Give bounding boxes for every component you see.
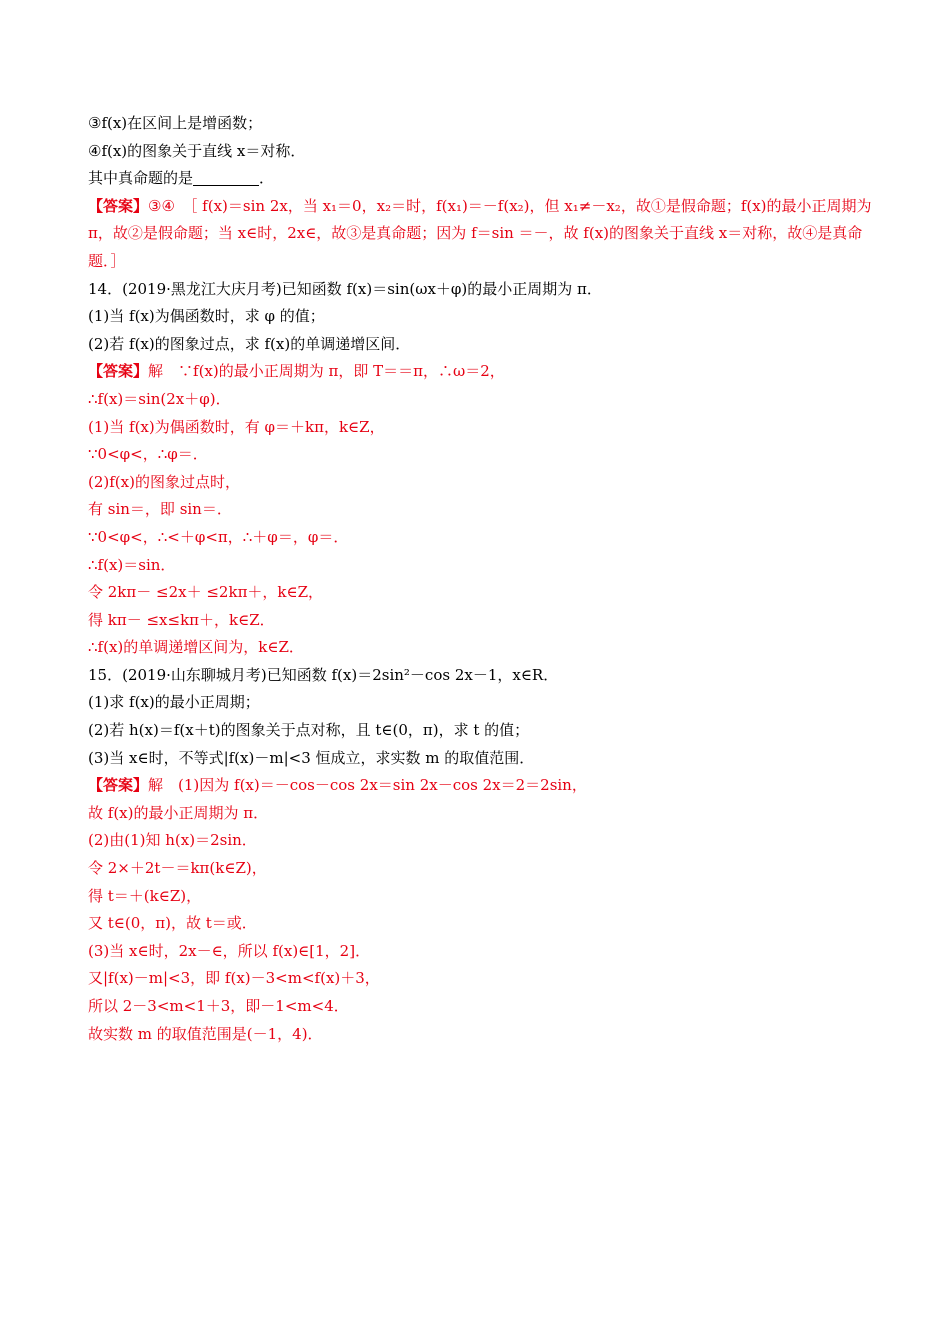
line-text: 故实数 m 的取值范围是(－1，4)．	[88, 1024, 323, 1043]
answer-tag: 【答案】	[88, 362, 149, 381]
document-page	[88, 110, 878, 1048]
text-line	[88, 331, 878, 359]
line-text: ④f(x)的图象关于直线 x＝对称．	[88, 141, 306, 160]
line-suffix: ．	[259, 169, 275, 188]
line-text: ∴f(x)＝sin(2x＋φ)．	[88, 389, 231, 408]
text-line	[88, 414, 878, 442]
text-line	[88, 745, 878, 773]
text-line	[88, 800, 878, 828]
text-line	[88, 1021, 878, 1049]
text-line	[88, 496, 878, 524]
line-text: ③f(x)在区间上是增函数；	[88, 114, 263, 132]
text-line	[88, 993, 878, 1021]
line-text: (3)当 x∈时，2x－∈，所以 f(x)∈[1，2]．	[88, 941, 371, 960]
line-text: (2)由(1)知 h(x)＝2sin．	[88, 831, 257, 850]
answer-tag: 【答案】	[88, 196, 149, 215]
text-line	[88, 579, 878, 607]
line-text: (3)当 x∈时，不等式|f(x)－m|<3 恒成立，求实数 m 的取值范围．	[88, 748, 535, 767]
line-text: ∴f(x)的单调递增区间为，k∈Z．	[88, 638, 304, 657]
answer-tag: 【答案】	[88, 776, 149, 795]
line-text: ∴f(x)＝sin．	[88, 555, 176, 574]
text-line	[88, 524, 878, 552]
line-text: (1)求 f(x)的最小正周期；	[88, 693, 260, 712]
text-line	[88, 772, 878, 800]
line-text: 解 ∵f(x)的最小正周期为 π，即 T＝＝π，∴ω＝2，	[148, 362, 505, 381]
line-text: 14．(2019·黑龙江大庆月考)已知函数 f(x)＝sin(ωx＋φ)的最小正周期为 π．	[88, 279, 602, 298]
line-text: 有 sin＝，即 sin＝．	[88, 500, 232, 519]
line-text: ∵0<φ<，∴φ＝．	[88, 445, 208, 464]
text-line	[88, 110, 878, 138]
line-text: (2)若 h(x)＝f(x＋t)的图象关于点对称，且 t∈(0，π)，求 t 的值；	[88, 721, 530, 740]
text-line	[88, 717, 878, 745]
line-text: 得 kπ－ ≤x≤kπ＋，k∈Z．	[88, 610, 275, 629]
text-line	[88, 441, 878, 469]
line-text: ③④ ［ f(x)＝sin 2x，当 x₁＝0，x₂＝时，f(x₁)＝－f(x₂)，但 x₁≠－x₂，故①是假命题；f(x)的最小正周期为 π，故②是假命题；当 x∈时，2x∈，故③是真命题；因为 f＝sin ＝－，故 f(x)的图象关于直线 x＝对称，故④是真命题．］	[88, 196, 872, 270]
line-text: ∵0<φ<，∴<＋φ<π，∴＋φ＝，φ＝．	[88, 527, 349, 546]
text-line	[88, 662, 878, 690]
text-line	[88, 303, 878, 331]
line-text: 又|f(x)－m|<3，即 f(x)－3<m<f(x)＋3，	[88, 969, 380, 988]
line-text: 其中真命题的是	[88, 169, 194, 188]
text-line	[88, 689, 878, 717]
text-line	[88, 276, 878, 304]
text-line	[88, 883, 878, 911]
text-line	[88, 386, 878, 414]
line-text: 解 (1)因为 f(x)＝－cos－cos 2x＝sin 2x－cos 2x＝2＝2sin，	[148, 776, 587, 795]
line-text: 令 2kπ－ ≤2x＋ ≤2kπ＋，k∈Z，	[88, 583, 324, 602]
text-line	[88, 193, 878, 276]
answer-blank	[193, 169, 259, 186]
line-text: (1)当 f(x)为偶函数时，求 φ 的值；	[88, 307, 325, 326]
text-line	[88, 855, 878, 883]
text-line	[88, 552, 878, 580]
line-text: 故 f(x)的最小正周期为 π．	[88, 803, 269, 822]
text-line	[88, 469, 878, 497]
line-text: (1)当 f(x)为偶函数时，有 φ＝＋kπ，k∈Z，	[88, 417, 385, 436]
text-line	[88, 910, 878, 938]
line-text: (2)f(x)的图象过点时，	[88, 472, 240, 491]
text-line	[88, 607, 878, 635]
line-text: 令 2×＋2t－＝kπ(k∈Z)，	[88, 859, 267, 878]
line-text: 所以 2－3<m<1＋3，即－1<m<4．	[88, 997, 349, 1015]
line-text: 又 t∈(0，π)，故 t＝或．	[88, 914, 257, 933]
text-line	[88, 965, 878, 993]
text-line	[88, 138, 878, 166]
line-text: (2)若 f(x)的图象过点，求 f(x)的单调递增区间．	[88, 334, 411, 353]
text-line	[88, 938, 878, 966]
line-text: 15．(2019·山东聊城月考)已知函数 f(x)＝2sin²－cos 2x－1，x∈R．	[88, 665, 559, 684]
text-line	[88, 634, 878, 662]
text-line	[88, 358, 878, 386]
text-line	[88, 827, 878, 855]
text-line	[88, 165, 878, 193]
line-text: 得 t＝＋(k∈Z)，	[88, 886, 202, 905]
